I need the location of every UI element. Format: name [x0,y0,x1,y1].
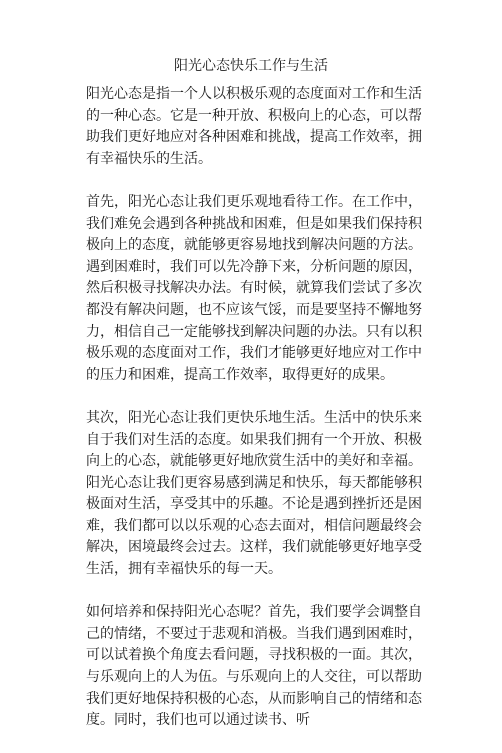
paragraph-work: 首先，阳光心态让我们更乐观地看待工作。在工作中，我们难免会遇到各种挑战和困难，但是如果我们保持积极向上的态度，就能够更容易地找到解决问题的方法。遇到困难时，我们可以先冷静下来，分析问题的原因，然后积极寻找解决办法。有时候，就算我们尝试了多次都没有解决问题，也不应该气馁，而是要坚持不懈地努力，相信自己一定能够找到解决问题的办法。只有以积极乐观的态度面对工作，我们才能够更好地应对工作中的压力和困难，提高工作效率，取得更好的成果。 [86,193,422,383]
paragraph-intro: 阳光心态是指一个人以积极乐观的态度面对工作和生活的一种心态。它是一种开放、积极向上的心态，可以帮助我们更好地应对各种困难和挑战，提高工作效率，拥有幸福快乐的生活。 [86,86,422,167]
paragraph-cultivate: 如何培养和保持阳光心态呢？首先，我们要学会调整自己的情绪，不要过于悲观和消极。当我们遇到困难时，可以试着换个角度去看问题，寻找积极的一面。其次，与乐观向上的人为伍。与乐观向上的人交往，可以帮助我们更好地保持积极的心态，从而影响自己的情绪和态度。同时，我们也可以通过读书、听 [86,604,422,729]
document-title: 阳光心态快乐工作与生活 [174,58,328,74]
document-body [86,84,422,753]
paragraph-life: 其次，阳光心态让我们更快乐地生活。生活中的快乐来自于我们对生活的态度。如果我们拥有一个开放、积极向上的心态，就能够更好地欣赏生活中的美好和幸福。阳光心态让我们更容易感到满足和快乐，每天都能够积极面对生活，享受其中的乐趣。不论是遇到挫折还是困难，我们都可以以乐观的心态去面对，相信问题最终会解决，困境最终会过去。这样，我们就能够更好地享受生活，拥有幸福快乐的每一天。 [86,409,422,578]
